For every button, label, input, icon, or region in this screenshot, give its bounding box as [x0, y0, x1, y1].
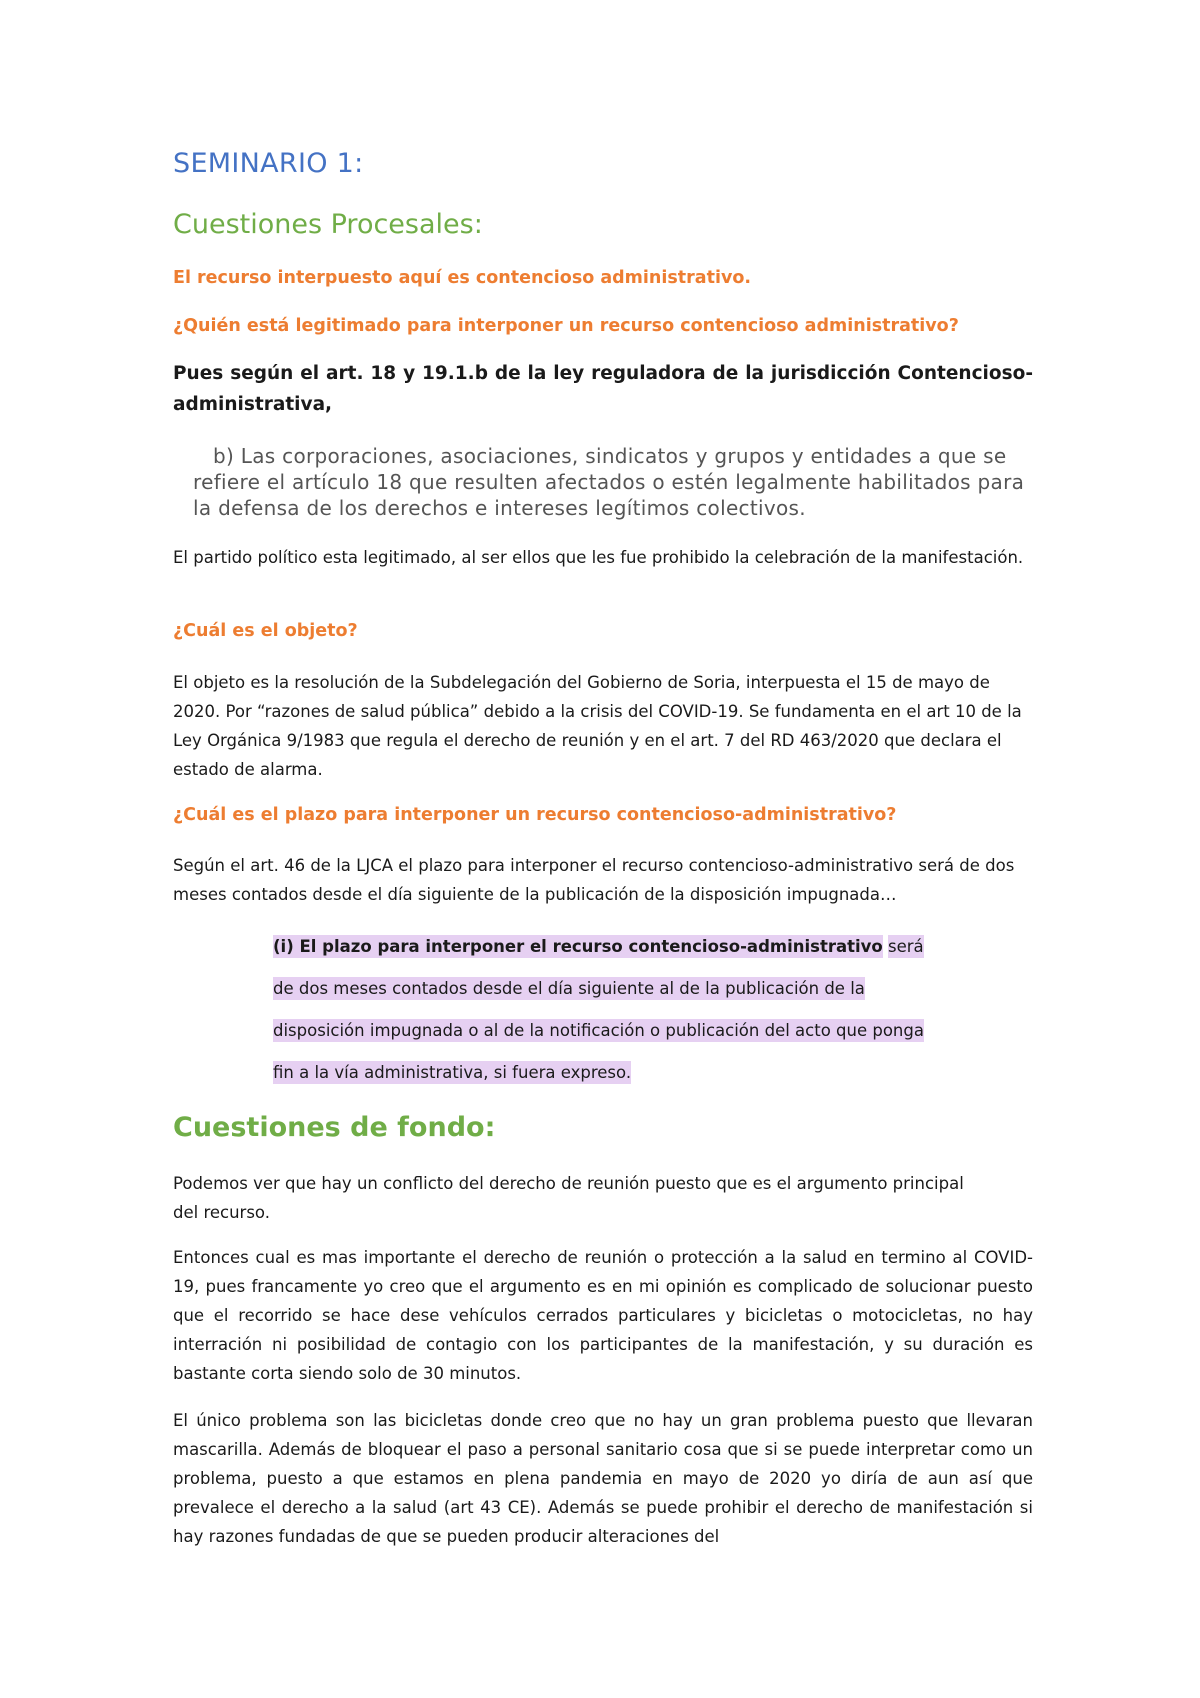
quoted-article-b — [193, 443, 1028, 521]
question-plazo: ¿Cuál es el plazo para interponer un recurso contencioso-administrativo? — [173, 805, 897, 825]
quote-b-label: b) — [213, 444, 235, 468]
paragraph-partido: El partido político esta legitimado, al ser ellos que les fue prohibido la celebración de la manifestación. — [173, 548, 1024, 567]
paragraph-plazo: Según el art. 46 de la LJCA el plazo para interponer el recurso contencioso-administrativo será de dos meses contados desde el día siguiente de la publicación de la disposición impugnada… — [173, 856, 1015, 904]
quote-i-bold: (i) El plazo para interponer el recurso contencioso-administrativo — [273, 937, 883, 956]
section-heading-fondo: Cuestiones de fondo: — [173, 1112, 496, 1143]
question-objeto: ¿Cuál es el objeto? — [173, 621, 358, 641]
paragraph-objeto: El objeto es la resolución de la Subdelegación del Gobierno de Soria, interpuesta el 15 de mayo de 2020. Por “razones de salud pública” debido a la crisis del COVID-19. Se fundamenta en el art 10 de la Ley Orgánica 9/1983 que regula el derecho de reunión y en el art. 7 del RD 463/2020 que declara el estado de alarma. — [173, 673, 1022, 779]
quoted-article-i — [273, 926, 943, 1094]
paragraph-fondo-2: Entonces cual es mas importante el derecho de reunión o protección a la salud en termino al COVID-19, pues francamente yo creo que el argumento es en mi opinión es complicado de solucionar puesto que el recorrido se hace dese vehículos cerrados particulares y bicicletas o motocicletas, no hay interración ni posibilidad de contagio con los participantes de la manifestación, y su duración es bastante corta siendo solo de 30 minutos. — [173, 1248, 1033, 1383]
quote-b-text: Las corporaciones, asociaciones, sindicatos y grupos y entidades a que se refiere el artículo 18 que resulten afectados o estén legalmente habilitados para la defensa de los derechos e intereses legítimos colectivos. — [193, 444, 1025, 520]
quote-i-rest: será de dos meses contados desde el día siguiente al de la publicación de la disposición impugnada o al de la notificación o publicación del acto que ponga fin a la vía administrativa, si fuera expreso. — [273, 937, 924, 1082]
paragraph-fondo-3: El único problema son las bicicletas donde creo que no hay un gran problema puesto que llevaran mascarilla. Además de bloquear el paso a personal sanitario cosa que si se puede interpretar como un problema, puesto a que estamos en plena pandemia en mayo de 2020 yo diría de aun así que prevalece el derecho a la salud (art 43 CE). Además se puede prohibir el derecho de manifestación si hay razones fundadas de que se pueden producir alteraciones del — [173, 1411, 1033, 1546]
question-legitimado: ¿Quién está legitimado para interponer un recurso contencioso administrativo? — [173, 316, 959, 336]
document-title: SEMINARIO 1: — [173, 148, 364, 179]
statement-recurso: El recurso interpuesto aquí es contencioso administrativo. — [173, 268, 752, 288]
paragraph-fondo-1: Podemos ver que hay un conflicto del derecho de reunión puesto que es el argumento principal del recurso. — [173, 1174, 964, 1222]
answer-intro: Pues según el art. 18 y 19.1.b de la ley reguladora de la jurisdicción Contencioso-administrativa, — [173, 363, 1033, 415]
section-heading-procesales: Cuestiones Procesales: — [173, 209, 483, 240]
